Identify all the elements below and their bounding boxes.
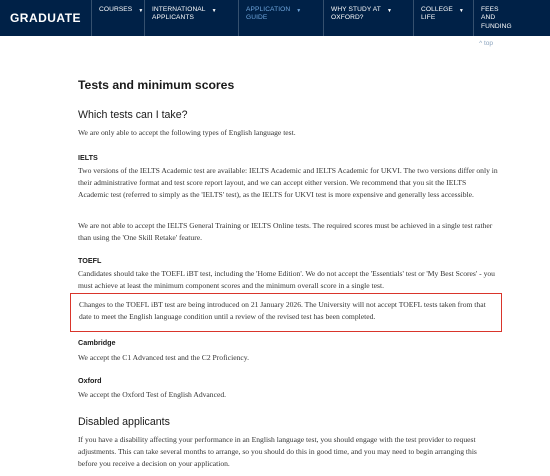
tests-intro-text: We are only able to accept the following types of English language test.	[78, 128, 296, 137]
nav-item-why-study-at-oxford[interactable]	[324, 0, 414, 36]
chevron-down-icon: ▼	[458, 8, 464, 14]
chevron-down-icon: ▼	[138, 8, 144, 14]
section-heading-which-tests: Which tests can I take?	[78, 109, 188, 121]
nav-label: COLLEGE	[421, 6, 453, 13]
top-navigation	[0, 0, 550, 36]
nav-label: INTERNATIONAL	[152, 6, 206, 13]
toefl-heading: TOEFL	[78, 256, 102, 265]
nav-item-international-applicants[interactable]	[145, 0, 239, 36]
ielts-paragraph-1: Two versions of the IELTS Academic test are available: IELTS Academic and IELTS Academic for UKVI. The two versions differ only in their administrative format and test score report layout, and we can accept either version. We recommend that you sit the IELTS Academic test (referred to simply as the 'IELTS' test), as the IELTS for UKVI test is more expensive and generally less accessible.	[78, 166, 498, 199]
nav-item-courses[interactable]	[92, 0, 145, 36]
nav-label-line2: APPLICANTS	[152, 14, 195, 22]
chevron-down-icon: ▼	[386, 8, 392, 14]
nav-label-line2: LIFE	[421, 14, 436, 22]
oxford-paragraph: We accept the Oxford Test of English Advanced.	[78, 390, 227, 399]
nav-label: WHY STUDY AT	[331, 6, 381, 13]
page-title: Tests and minimum scores	[78, 78, 235, 92]
chevron-down-icon: ▼	[211, 8, 217, 14]
back-to-top-link[interactable]: ^ top	[479, 40, 493, 47]
brand-link[interactable]: GRADUATE	[0, 0, 92, 36]
toefl-change-notice	[70, 293, 502, 332]
nav-label: COURSES	[99, 6, 133, 13]
nav-label: APPLICATION	[246, 6, 291, 13]
chevron-down-icon: ▼	[296, 8, 302, 14]
ielts-heading: IELTS	[78, 153, 98, 162]
disabled-paragraph: If you have a disability affecting your performance in an English language test, you should engage with the test provider to request adjustments. This can take several months to arrange, so you should do this in good time, and you may need to begin arranging this before you receive a decision on your application.	[78, 435, 477, 468]
toefl-paragraph-1: Candidates should take the TOEFL iBT test, including the 'Home Edition'. We do not accept the 'Essentials' test or 'My Best Scores' - you must achieve at least the minimum component scores and the minimum overall score in a single test.	[78, 269, 495, 290]
nav-label-line2: FUNDING	[481, 22, 512, 30]
nav-item-college-life[interactable]	[414, 0, 474, 36]
cambridge-paragraph: We accept the C1 Advanced test and the C2 Proficiency.	[78, 353, 249, 362]
cambridge-heading: Cambridge	[78, 338, 116, 347]
nav-label-line2: GUIDE	[246, 14, 268, 22]
nav-label: FEES AND	[481, 6, 499, 22]
ielts-paragraph-2: We are not able to accept the IELTS General Training or IELTS Online tests. The required scores must be achieved in a single test rather than using the 'One Skill Retake' feature.	[78, 221, 493, 242]
nav-label-line2: OXFORD?	[331, 14, 364, 22]
oxford-heading: Oxford	[78, 376, 102, 385]
section-heading-disabled-applicants: Disabled applicants	[78, 416, 170, 428]
nav-item-application-guide[interactable]	[239, 0, 324, 36]
nav-item-fees-and-funding[interactable]	[474, 0, 520, 36]
notice-text: Changes to the TOEFL iBT test are being introduced on 21 January 2026. The University will not accept TOEFL tests taken from that date to meet the English language condition until a review of the revised test has been completed.	[79, 300, 486, 321]
